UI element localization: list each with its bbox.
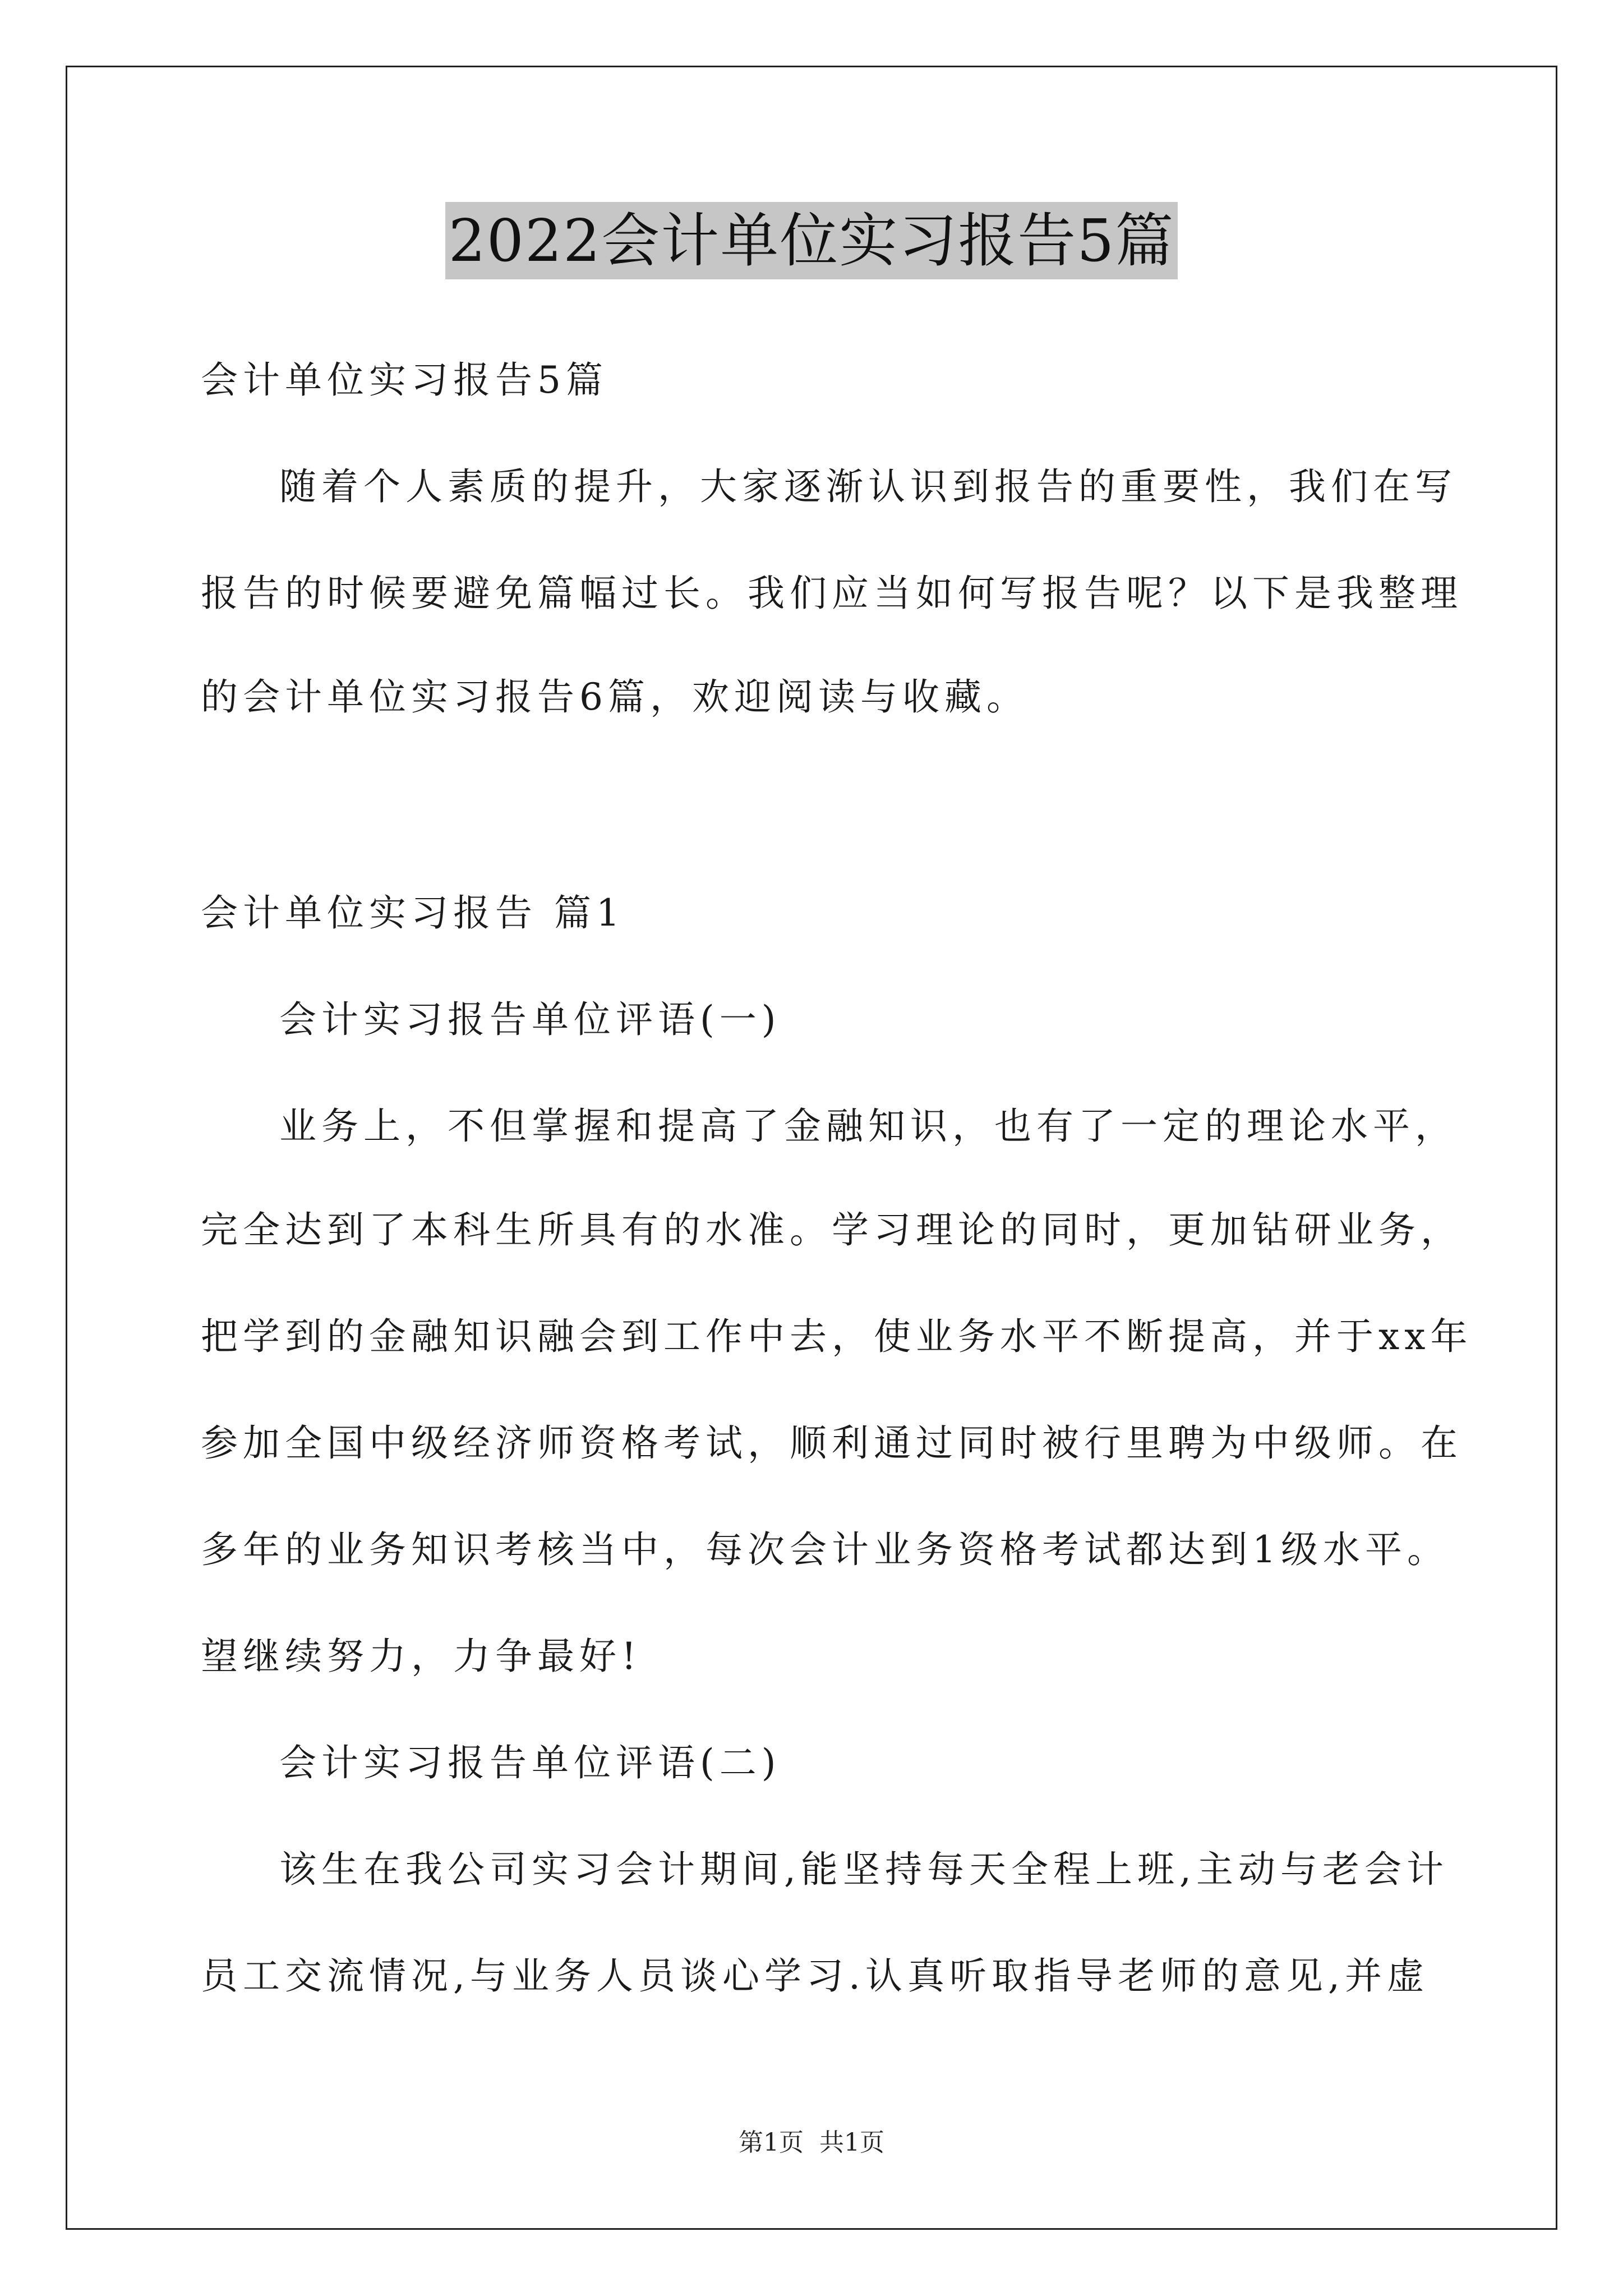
intro-line-1: 随着个人素质的提升，大家逐渐认识到报告的重要性，我们在写 [279, 465, 1457, 508]
page-footer [0, 2126, 1623, 2160]
page-number-total: 共1页 [819, 2128, 884, 2157]
title-container [0, 202, 1623, 279]
comment1-heading: 会计实习报告单位评语(一) [279, 998, 781, 1041]
document-subtitle: 会计单位实习报告5篇 [201, 358, 608, 402]
comment1-line-3: 把学到的金融知识融会到工作中去，使业务水平不断提高，并于xx年 [201, 1315, 1473, 1358]
document-title: 2022会计单位实习报告5篇 [445, 202, 1178, 279]
comment1-line-4: 参加全国中级经济师资格考试，顺利通过同时被行里聘为中级师。在 [201, 1421, 1463, 1465]
comment1-line-1: 业务上，不但掌握和提高了金融知识，也有了一定的理论水平， [279, 1105, 1457, 1148]
page-number-current: 第1页 [739, 2128, 804, 2157]
comment2-line-2: 员工交流情况,与业务人员谈心学习.认真听取指导老师的意见,并虚 [201, 1954, 1429, 1998]
intro-line-2: 报告的时候要避免篇幅过长。我们应当如何写报告呢？以下是我整理 [201, 572, 1463, 615]
comment2-line-1: 该生在我公司实习会计期间,能坚持每天全程上班,主动与老会计 [279, 1848, 1449, 1891]
intro-line-3: 的会计单位实习报告6篇，欢迎阅读与收藏。 [201, 675, 1029, 719]
section-heading: 会计单位实习报告 篇1 [201, 891, 625, 935]
comment1-line-2: 完全达到了本科生所具有的水准。学习理论的同时，更加钻研业务， [201, 1208, 1463, 1251]
comment1-line-5: 多年的业务知识考核当中，每次会计业务资格考试都达到1级水平。 [201, 1528, 1449, 1571]
comment2-heading: 会计实习报告单位评语(二) [279, 1741, 781, 1784]
comment1-line-6: 望继续努力，力争最好! [201, 1635, 642, 1678]
